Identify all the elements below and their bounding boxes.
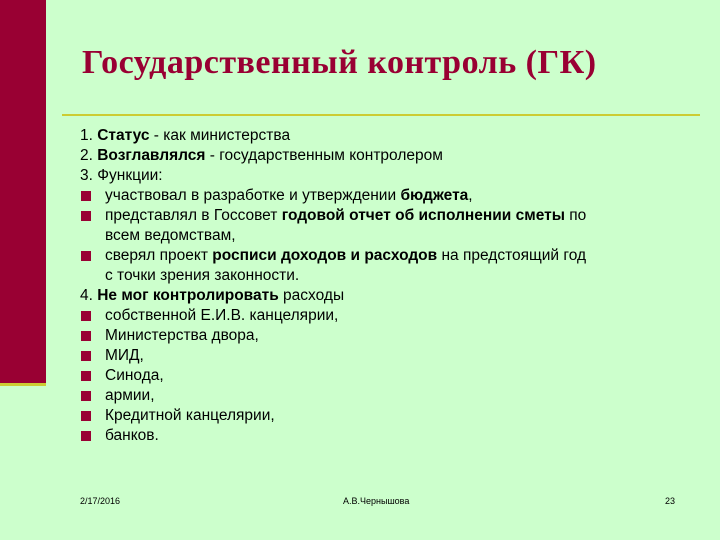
bullet-square-icon xyxy=(81,391,91,401)
bold-text: Статус xyxy=(97,127,150,144)
footer-date: 2/17/2016 xyxy=(80,496,121,506)
text-segment: МИД, xyxy=(105,347,144,364)
bullet-continuation xyxy=(80,266,700,286)
text-segment: банков. xyxy=(105,427,159,444)
text-segment: представлял в Госсовет xyxy=(105,207,282,224)
side-accent-line xyxy=(0,383,46,386)
bullet-square-icon xyxy=(81,431,91,441)
bullet-item xyxy=(80,306,700,326)
bold-text: годовой отчет об исполнении сметы xyxy=(281,207,565,224)
numbered-item xyxy=(80,146,700,166)
bullet-item xyxy=(80,186,700,206)
slide-title: Государственный контроль (ГК) xyxy=(82,44,597,81)
numbered-item xyxy=(80,166,700,186)
text-segment: участвовал в разработке и утверждении xyxy=(105,187,401,204)
bullet-item xyxy=(80,386,700,406)
bold-text: Не мог контролировать xyxy=(97,287,279,304)
slide-body xyxy=(80,126,700,446)
text-segment: всем ведомствам, xyxy=(105,227,236,244)
text-segment: с точки зрения законности. xyxy=(105,267,300,284)
bullet-square-icon xyxy=(81,311,91,321)
bold-text: бюджета xyxy=(400,187,469,204)
bullet-square-icon xyxy=(81,411,91,421)
text-segment: Министерства двора, xyxy=(105,327,259,344)
numbered-item xyxy=(80,286,700,306)
text-segment: 3. Функции: xyxy=(80,167,163,184)
text-segment: на предстоящий год xyxy=(437,247,587,264)
text-segment: Синода, xyxy=(105,367,164,384)
bullet-item xyxy=(80,406,700,426)
text-segment: Кредитной канцелярии, xyxy=(105,407,275,424)
side-accent-bar xyxy=(0,0,46,383)
text-segment: 1. xyxy=(80,127,98,144)
text-segment: расходы xyxy=(278,287,345,304)
bullet-square-icon xyxy=(81,251,91,261)
bullet-square-icon xyxy=(81,191,91,201)
text-segment: собственной Е.И.В. канцелярии, xyxy=(105,307,339,324)
bullet-item xyxy=(80,366,700,386)
text-segment: сверял проект xyxy=(105,247,213,264)
footer-page-number: 23 xyxy=(665,496,676,506)
text-segment: , xyxy=(468,187,473,204)
footer-author: А.В.Чернышова xyxy=(343,496,410,506)
bullet-square-icon xyxy=(81,331,91,341)
title-divider xyxy=(62,114,700,116)
bold-text: росписи доходов и расходов xyxy=(212,247,438,264)
bullet-continuation xyxy=(80,226,700,246)
text-segment: армии, xyxy=(105,387,155,404)
text-segment: 4. xyxy=(80,287,98,304)
text-segment: - как министерства xyxy=(149,127,291,144)
bullet-item xyxy=(80,426,700,446)
text-segment: по xyxy=(564,207,587,224)
bullet-item xyxy=(80,246,700,266)
bullet-square-icon xyxy=(81,371,91,381)
bullet-item xyxy=(80,346,700,366)
numbered-item xyxy=(80,126,700,146)
bullet-square-icon xyxy=(81,211,91,221)
text-segment: - государственным контролером xyxy=(205,147,443,164)
bullet-item xyxy=(80,326,700,346)
bullet-item xyxy=(80,206,700,226)
bold-text: Возглавлялся xyxy=(97,147,206,164)
bullet-square-icon xyxy=(81,351,91,361)
text-segment: 2. xyxy=(80,147,98,164)
